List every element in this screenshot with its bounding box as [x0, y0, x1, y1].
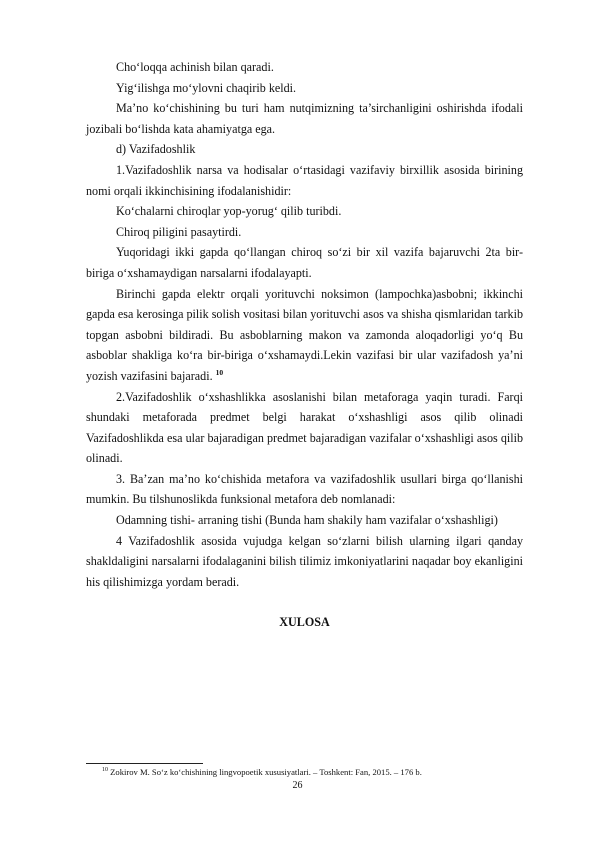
paragraph-13: 4 Vazifadoshlik asosida vujudga kelgan so‘zlarni bilish ularning ilgari qanday shakldaligini narsalarni ifodalaganini bilish tilimiz imkoniyatlarini naqadar boy ekanligini his qilishimizga yordam beradi. [86, 533, 523, 589]
paragraph-5: 1.Vazifadoshlik narsa va hodisalar o‘rtasidagi vazifaviy birxillik asosida birining nomi orqali ikkinchisining ifodalanishidir: [86, 162, 523, 198]
paragraph-1: Cho‘loqqa achinish bilan qaradi. [116, 60, 274, 74]
footnote-divider [86, 763, 203, 764]
paragraph-12: Odamning tishi- arraning tishi (Bunda ham shakily ham vazifalar o‘xshashligi) [116, 513, 498, 528]
section-heading-vazifadoshlik: d) Vazifadoshlik [116, 142, 196, 157]
paragraph-8: Yuqoridagi ikki gapda qo‘llangan chiroq so‘zi bir xil vazifa bajaruvchi 2ta bir-biriga o‘xshamaydigan narsalarni ifodalayapti. [86, 245, 523, 280]
example-sentence-1: Ko‘chalarni chiroqlar yop-yorug‘ qilib turibdi. [116, 204, 342, 219]
footnote-text: Zokirov M. So‘z ko‘chishining lingvopoetik xususiyatlari. – Toshkent: Fan, 2015. – 176 b. [110, 767, 422, 777]
conclusion-heading: XULOSA [279, 615, 330, 630]
paragraph-3: Ma’no ko‘chishining bu turi ham nutqimizning ta’sirchanligini oshirishda ifodali jozibali bo‘lishda kata ahamiyatga ega. [86, 101, 523, 136]
paragraph-2: Yig‘ilishga mo‘ylovni chaqirib keldi. [116, 80, 297, 95]
footnote-reference: 10 [215, 367, 224, 377]
paragraph-11: 3. Ba’zan ma’no ko‘chishida metafora va vazifadoshlik usullari birga qo‘llanishi mumkin. Bu tilshunoslikda funksional metafora deb nomlanadi: [86, 471, 523, 507]
paragraph-9-text: Birinchi gapda elektr orqali yorituvchi noksimon (lampochka)asbobni; ikkinchi gapda esa kerosinga pilik solish vositasi bilan yorituvchi asos va shisha qismlaridan tarkib topgan asbobni bildiradi. Bu asboblarning makon va zamonda aloqadorligi yo‘q Bu asboblar shakliga ko‘ra bir-biriga o‘xshamaydi.Lekin vazifasi bir ular vazifadosh ya’ni yozish vazifasini bajaradi. [86, 286, 523, 383]
paragraph-10: 2.Vazifadoshlik o‘xshashlikka asoslanishi bilan metaforaga yaqin turadi. Farqi shundaki metaforada predmet belgi harakat o‘xshashligi asos qilib olinadi Vazifadoshlikda esa ular bajaradigan predmet bajaradigan vazifalar o‘xshashligi asos qilib olinadi. [86, 389, 523, 466]
footnote [86, 767, 523, 778]
body-text [86, 57, 523, 633]
example-sentence-2: Chiroq piligini pasaytirdi. [116, 224, 242, 239]
footnote-marker: 10 [102, 767, 108, 774]
spacer [86, 592, 523, 612]
page-number: 26 [292, 780, 303, 791]
paragraph-9 [86, 284, 523, 387]
